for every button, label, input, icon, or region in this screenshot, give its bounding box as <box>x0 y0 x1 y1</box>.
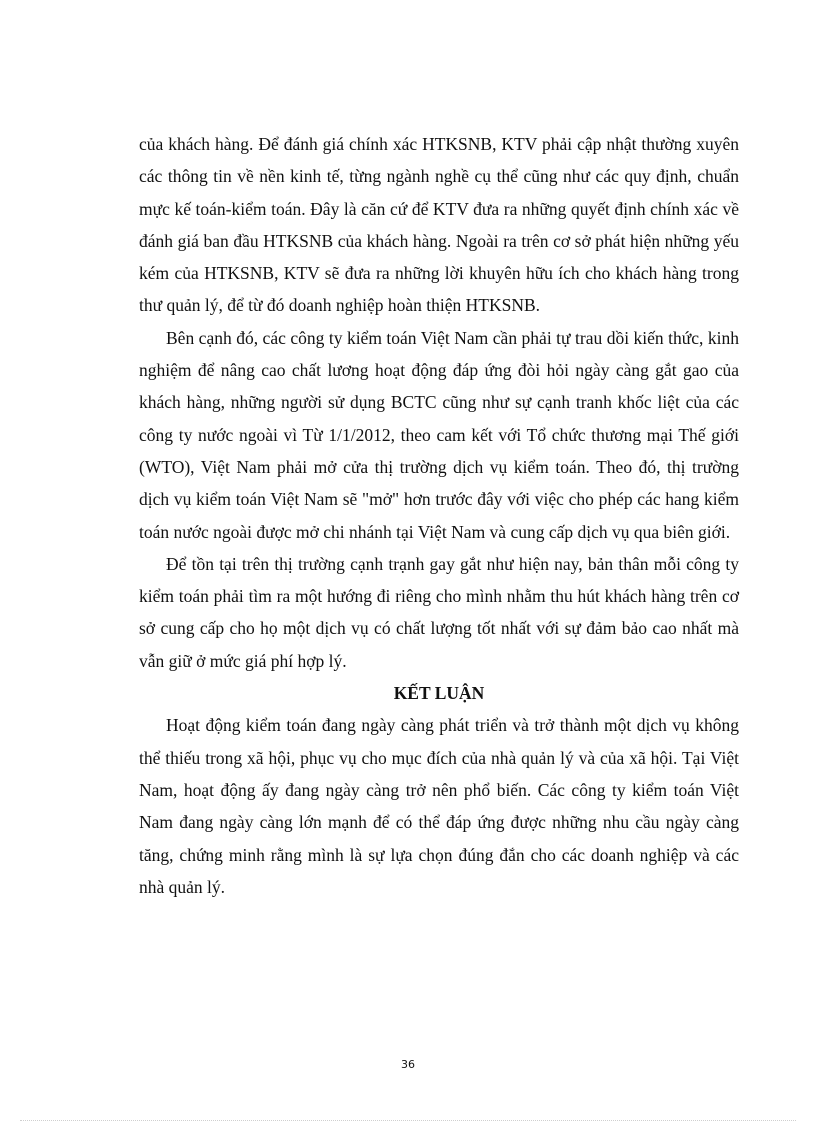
paragraph-domestic-firms: Bên cạnh đó, các công ty kiểm toán Việt Nam cần phải tự trau dồi kiến thức, kinh nghiệm để nâng cao chất lương hoạt động đáp ứng đòi hỏi ngày càng gắt gao của khách hàng, những người sử dụng BCTC cũng như sự cạnh tranh khốc liệt của các công ty nước ngoài vì Từ 1/1/2012, theo cam kết với Tổ chức thương mại Thế giới (WTO), Việt Nam phải mở cửa thị trường dịch vụ kiểm toán. Theo đó, thị trường dịch vụ kiểm toán Việt Nam sẽ "mở" hơn trước đây với việc cho phép các hang kiểm toán nước ngoài được mở chi nhánh tại Việt Nam và cung cấp dịch vụ qua biên giới. <box>139 327 739 542</box>
paragraph-conclusion: Hoạt động kiểm toán đang ngày càng phát triển và trở thành một dịch vụ không thể thiếu trong xã hội, phục vụ cho mục đích của nhà quản lý và của xã hội. Tại Việt Nam, hoạt động ấy đang ngày càng trở nên phổ biến. Các công ty kiểm toán Việt Nam đang ngày càng lớn mạnh để có thể đáp ứng được những nhu cầu ngày càng tăng, chứng minh rằng mình là sự lựa chọn đúng đắn cho các doanh nghiệp và các nhà quản lý. <box>139 715 739 897</box>
page-number: 36 <box>401 1058 415 1071</box>
paragraph-htksnb-continuation: của khách hàng. Để đánh giá chính xác HTKSNB, KTV phải cập nhật thường xuyên các thông tin về nền kinh tế, từng ngành nghề cụ thể cũng như các quy định, chuẩn mực kế toán-kiểm toán. Đây là căn cứ để KTV đưa ra những quyết định chính xác về đánh giá ban đầu HTKSNB của khách hàng. Ngoài ra trên cơ sở phát hiện những yếu kém của HTKSNB, KTV sẽ đưa ra những lời khuyên hữu ích cho khách hàng trong thư quản lý, để từ đó doanh nghiệp hoàn thiện HTKSNB. <box>139 134 739 316</box>
paragraph-competition: Để tồn tại trên thị trường cạnh trạnh gay gắt như hiện nay, bản thân mỗi công ty kiểm toán phải tìm ra một hướng đi riêng cho mình nhằm thu hút khách hàng trên cơ sở cung cấp cho họ một dịch vụ có chất lượng tốt nhất với sự đảm bảo cao nhất mà vẫn giữ ở mức giá phí hợp lý. <box>139 553 739 671</box>
conclusion-heading: KẾT LUẬN <box>393 683 485 704</box>
page-bottom-divider <box>20 1120 796 1121</box>
body-text <box>139 128 739 903</box>
